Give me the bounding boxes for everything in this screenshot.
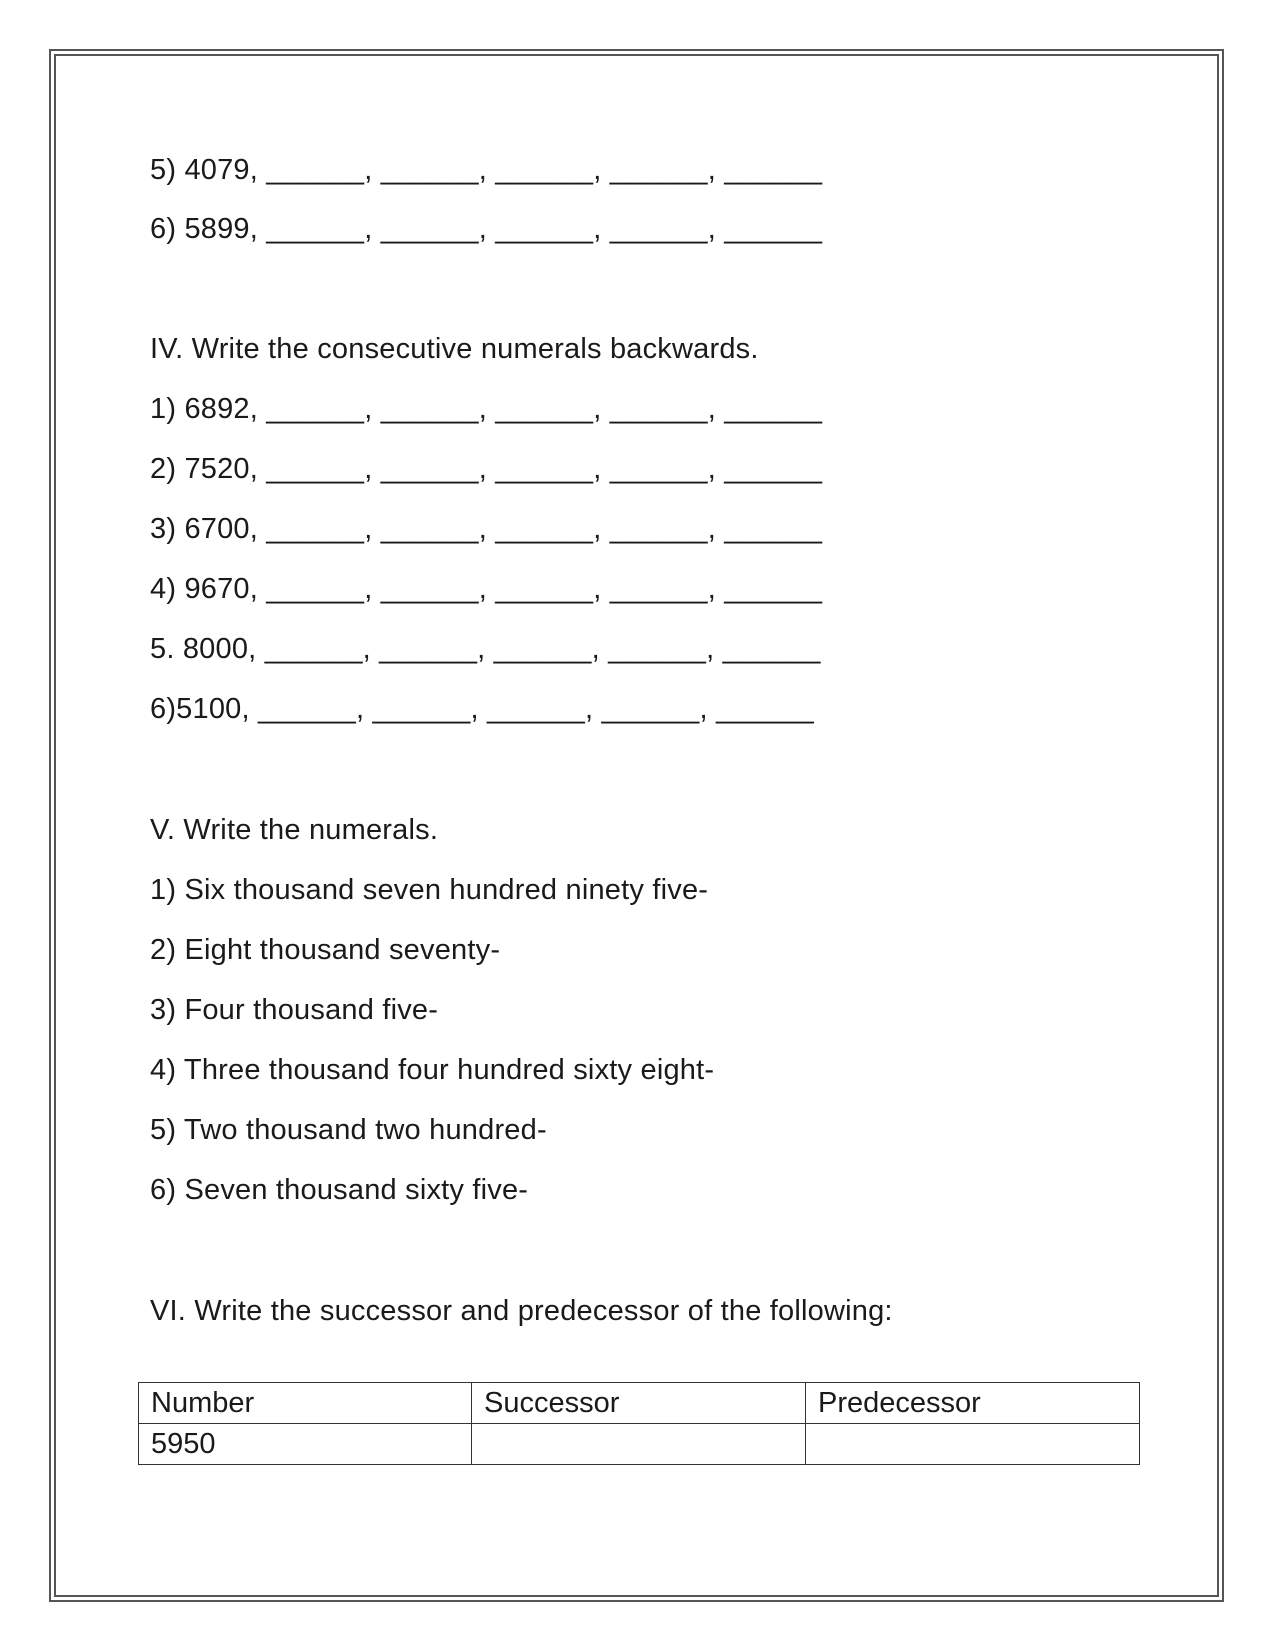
exercise-label: 5. 8000, bbox=[150, 633, 257, 665]
exercise-line bbox=[150, 511, 822, 547]
header-predecessor: Predecessor bbox=[806, 1383, 1140, 1424]
section-heading: V. Write the numerals. bbox=[150, 814, 439, 846]
successor-predecessor-table bbox=[138, 1382, 1140, 1465]
table-row bbox=[139, 1424, 1140, 1465]
exercise-line bbox=[150, 631, 821, 667]
numeral-item: 2) Eight thousand seventy- bbox=[150, 934, 501, 966]
cell-successor-answer[interactable] bbox=[472, 1424, 806, 1465]
answer-blanks[interactable]: ______, ______, ______, ______, ______ bbox=[266, 453, 823, 485]
exercise-line bbox=[150, 451, 822, 487]
exercise-line bbox=[150, 691, 814, 727]
exercise-line bbox=[150, 391, 822, 427]
answer-blanks[interactable]: ______, ______, ______, ______, ______ bbox=[264, 633, 821, 665]
section-heading: VI. Write the successor and predecessor of the following: bbox=[150, 1295, 893, 1327]
answer-blanks[interactable]: ______, ______, ______, ______, ______ bbox=[266, 573, 823, 605]
numeral-item: 3) Four thousand five- bbox=[150, 994, 439, 1026]
numeral-item: 4) Three thousand four hundred sixty eight- bbox=[150, 1054, 715, 1086]
exercise-line bbox=[150, 211, 822, 247]
cell-number: 5950 bbox=[139, 1424, 472, 1465]
exercise-label: 6)5100, bbox=[150, 693, 250, 725]
answer-blanks[interactable]: ______, ______, ______, ______, ______ bbox=[266, 393, 823, 425]
exercise-label: 2) 7520, bbox=[150, 453, 259, 485]
answer-blanks[interactable]: ______, ______, ______, ______, ______ bbox=[258, 693, 814, 725]
exercise-line bbox=[150, 152, 822, 188]
exercise-label: 6) 5899, bbox=[150, 213, 259, 245]
numeral-item: 5) Two thousand two hundred- bbox=[150, 1114, 547, 1146]
exercise-label: 1) 6892, bbox=[150, 393, 259, 425]
exercise-label: 4) 9670, bbox=[150, 573, 259, 605]
answer-blanks[interactable]: ______, ______, ______, ______, ______ bbox=[266, 513, 823, 545]
header-successor: Successor bbox=[472, 1383, 806, 1424]
numeral-item: 1) Six thousand seven hundred ninety five- bbox=[150, 874, 709, 906]
section-heading: IV. Write the consecutive numerals backwards. bbox=[150, 333, 759, 365]
exercise-label: 5) 4079, bbox=[150, 154, 259, 186]
table-header-row bbox=[139, 1383, 1140, 1424]
header-number: Number bbox=[139, 1383, 472, 1424]
answer-blanks[interactable]: ______, ______, ______, ______, ______ bbox=[266, 213, 823, 245]
exercise-line bbox=[150, 571, 822, 607]
numeral-item: 6) Seven thousand sixty five- bbox=[150, 1174, 529, 1206]
answer-blanks[interactable]: ______, ______, ______, ______, ______ bbox=[266, 154, 823, 186]
exercise-label: 3) 6700, bbox=[150, 513, 259, 545]
cell-predecessor-answer[interactable] bbox=[806, 1424, 1140, 1465]
